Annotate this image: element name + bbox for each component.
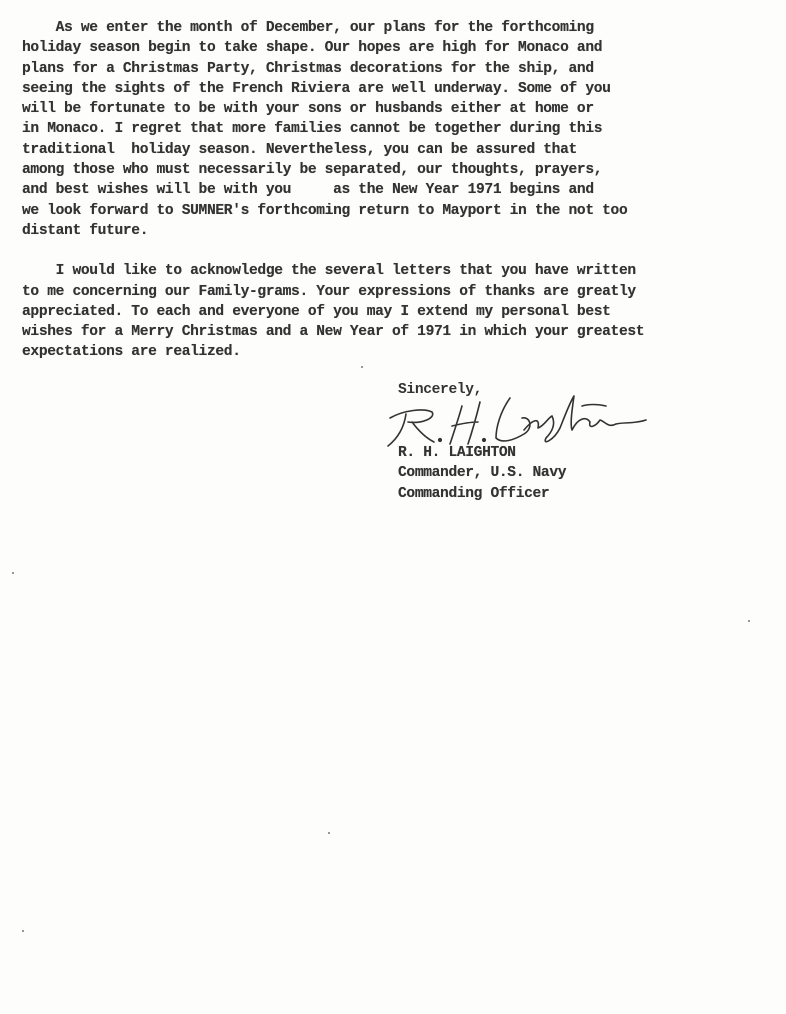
paragraph-line: appreciated. To each and everyone of you may I extend my personal best <box>22 303 611 320</box>
paragraph-line: in Monaco. I regret that more families cannot be together during this <box>22 121 603 138</box>
paragraph-1 <box>22 18 767 241</box>
paragraph-line: will be fortunate to be with your sons or husbands either at home or <box>22 101 594 118</box>
speck <box>748 620 750 622</box>
signer-name: R. H. LAIGHTON <box>398 445 516 461</box>
salutation: Sincerely, <box>398 382 483 398</box>
signer-rank: Commander, U.S. Navy <box>398 465 567 482</box>
paragraph-2 <box>22 261 767 362</box>
speck <box>328 832 330 834</box>
paragraph-line: we look forward to SUMNER's forthcoming return to Mayport in the not too <box>22 202 628 219</box>
paragraph-line: to me concerning our Family-grams. Your expressions of thanks are greatly <box>22 283 636 300</box>
paragraph-line: holiday season begin to take shape. Our hopes are high for Monaco and <box>22 40 603 57</box>
signer-block <box>398 443 566 504</box>
paragraph-line: expectations are realized. <box>22 344 241 361</box>
paragraph-line: and best wishes will be with you as the New Year 1971 begins and <box>22 182 594 199</box>
speck <box>12 572 14 574</box>
signer-title: Commanding Officer <box>398 485 550 502</box>
speck <box>361 366 363 368</box>
paragraph-line: among those who must necessarily be separated, our thoughts, prayers, <box>22 162 603 179</box>
paragraph-line: I would like to acknowledge the several letters that you have written <box>22 263 636 280</box>
paragraph-line: plans for a Christmas Party, Christmas decorations for the ship, and <box>22 60 594 77</box>
paragraph-line: traditional holiday season. Nevertheless, you can be assured that <box>22 141 577 158</box>
paragraph-line: wishes for a Merry Christmas and a New Year of 1971 in which your greatest <box>22 324 645 341</box>
paragraph-line: As we enter the month of December, our plans for the forthcoming <box>22 20 594 36</box>
paragraph-line: seeing the sights of the French Riviera are well underway. Some of you <box>22 80 611 97</box>
speck <box>22 930 24 932</box>
paragraph-line: distant future. <box>22 222 149 239</box>
letter-body <box>22 18 767 363</box>
